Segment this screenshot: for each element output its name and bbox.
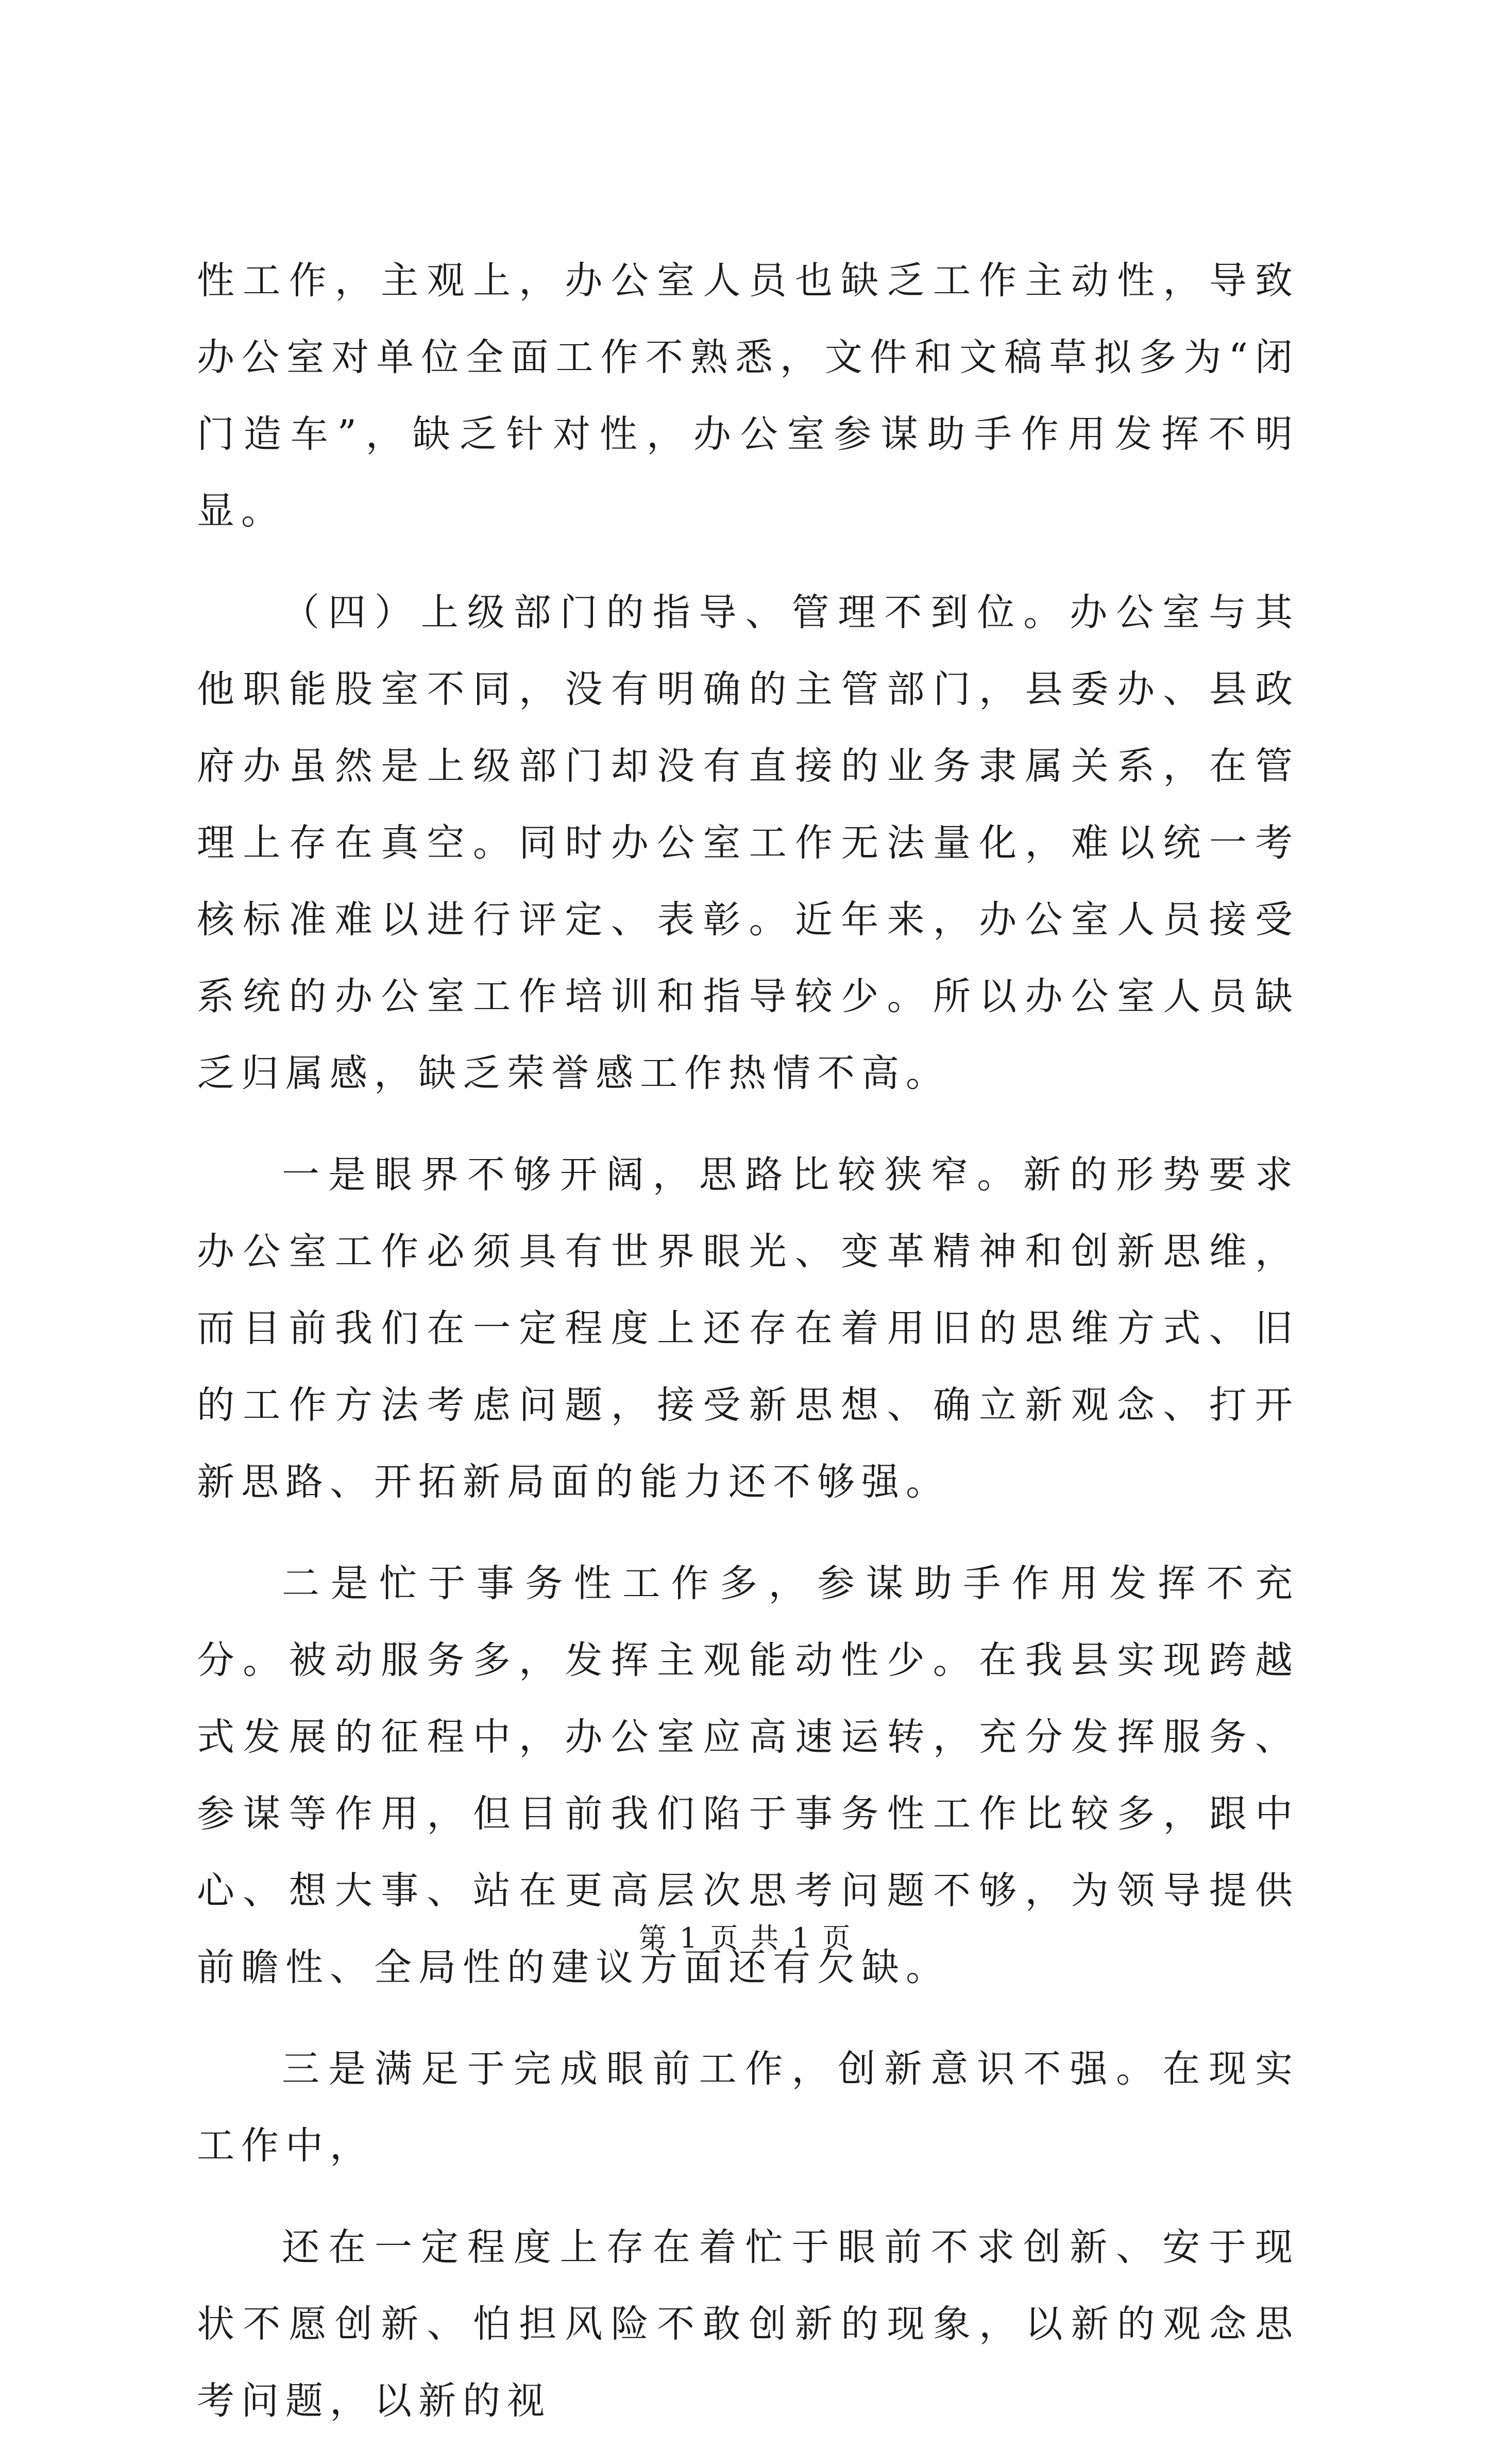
paragraph-point-two: 二是忙于事务性工作多，参谋助手作用发挥不充分。被动服务多，发挥主观能动性少。在我县实现跨越式发展的征程中，办公室应高速运转，充分发挥服务、参谋等作用，但目前我们陷于事务性工作比较多，跟中心、想大事、站在更高层次思考问题不够，为领导提供前瞻性、全局性的建议方面还有欠缺。 (197, 1562, 1299, 1989)
paragraph-point-one: 一是眼界不够开阔，思路比较狭窄。新的形势要求办公室工作必须具有世界眼光、变革精神和创新思维，而目前我们在一定程度上还存在着用旧的思维方式、旧的工作方法考虑问题，接受新思想、确立新观念、打开新思路、开拓新局面的能力还不够强。 (197, 1153, 1299, 1504)
page-number-footer: 第 1 页 共 1 页 (638, 1922, 853, 1954)
paragraph-continuation: 性工作，主观上，办公室人员也缺乏工作主动性，导致办公室对单位全面工作不熟悉，文件和文稿草拟多为“闭门造车”，缺乏针对性，办公室参谋助手作用发挥不明显。 (197, 259, 1299, 533)
paragraph-point-three-continued: 还在一定程度上存在着忙于眼前不求创新、安于现状不愿创新、怕担风险不敢创新的现象，以新的观念思考问题，以新的视 (197, 2225, 1299, 2423)
document-body (197, 242, 1299, 2464)
paragraph-point-three: 三是满足于完成眼前工作，创新意识不强。在现实工作中， (197, 2047, 1299, 2168)
paragraph-section-four: （四）上级部门的指导、管理不到位。办公室与其他职能股室不同，没有明确的主管部门，县委办、县政府办虽然是上级部门却没有直接的业务隶属关系，在管理上存在真空。同时办公室工作无法量化，难以统一考核标准难以进行评定、表彰。近年来，办公室人员接受系统的办公室工作培训和指导较少。所以办公室人员缺乏归属感，缺乏荣誉感工作热情不高。 (197, 591, 1299, 1095)
